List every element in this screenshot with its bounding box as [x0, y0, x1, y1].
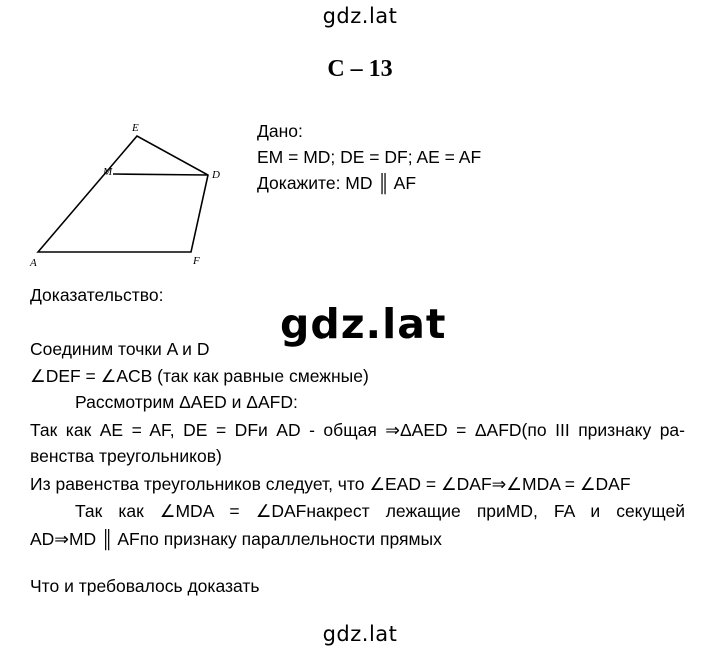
prove-statement: Докажите: MD ║ AF — [257, 173, 417, 193]
proof-line-7: Так как ∠MDA = ∠DAFнакрест лежащие приMD, FA и секущей — [75, 501, 685, 521]
proof-line-1: Соединим точки A и D — [30, 339, 210, 359]
given-heading: Дано: — [257, 121, 303, 141]
label-A: A — [30, 257, 37, 269]
proof-line-4: Так как AE = AF, DE = DFи AD - общая ⇒ΔAED = ΔAFD(по III признаку ра- — [30, 420, 685, 440]
proof-line-5: венства треугольников) — [30, 446, 222, 466]
proof-line-2: ∠DEF = ∠ACB (так как равные смежные) — [30, 366, 369, 386]
segment-MD — [113, 174, 208, 175]
given-conditions: EM = MD; DE = DF; AE = AF — [257, 147, 482, 167]
proof-line-8: AD⇒MD ║ AFпо признаку параллельности прямых — [30, 529, 442, 549]
proof-heading: Доказательство: — [30, 285, 164, 305]
label-F: F — [193, 255, 200, 267]
page-title: C – 13 — [327, 56, 393, 82]
proof-conclusion: Что и требовалось доказать — [30, 576, 260, 596]
quadrilateral-AEDF — [38, 136, 208, 252]
watermark-middle: gdz.lat — [280, 300, 447, 348]
proof-line-3: Рассмотрим ΔAED и ΔAFD: — [75, 392, 298, 412]
label-M: M — [103, 166, 113, 178]
label-E: E — [132, 122, 139, 134]
proof-line-6: Из равенства треугольников следует, что ∠EAD = ∠DAF⇒∠MDA = ∠DAF — [30, 474, 631, 494]
geometry-figure — [25, 118, 240, 273]
watermark-bottom: gdz.lat — [322, 622, 398, 646]
label-D: D — [212, 169, 220, 181]
watermark-top: gdz.lat — [322, 4, 398, 28]
